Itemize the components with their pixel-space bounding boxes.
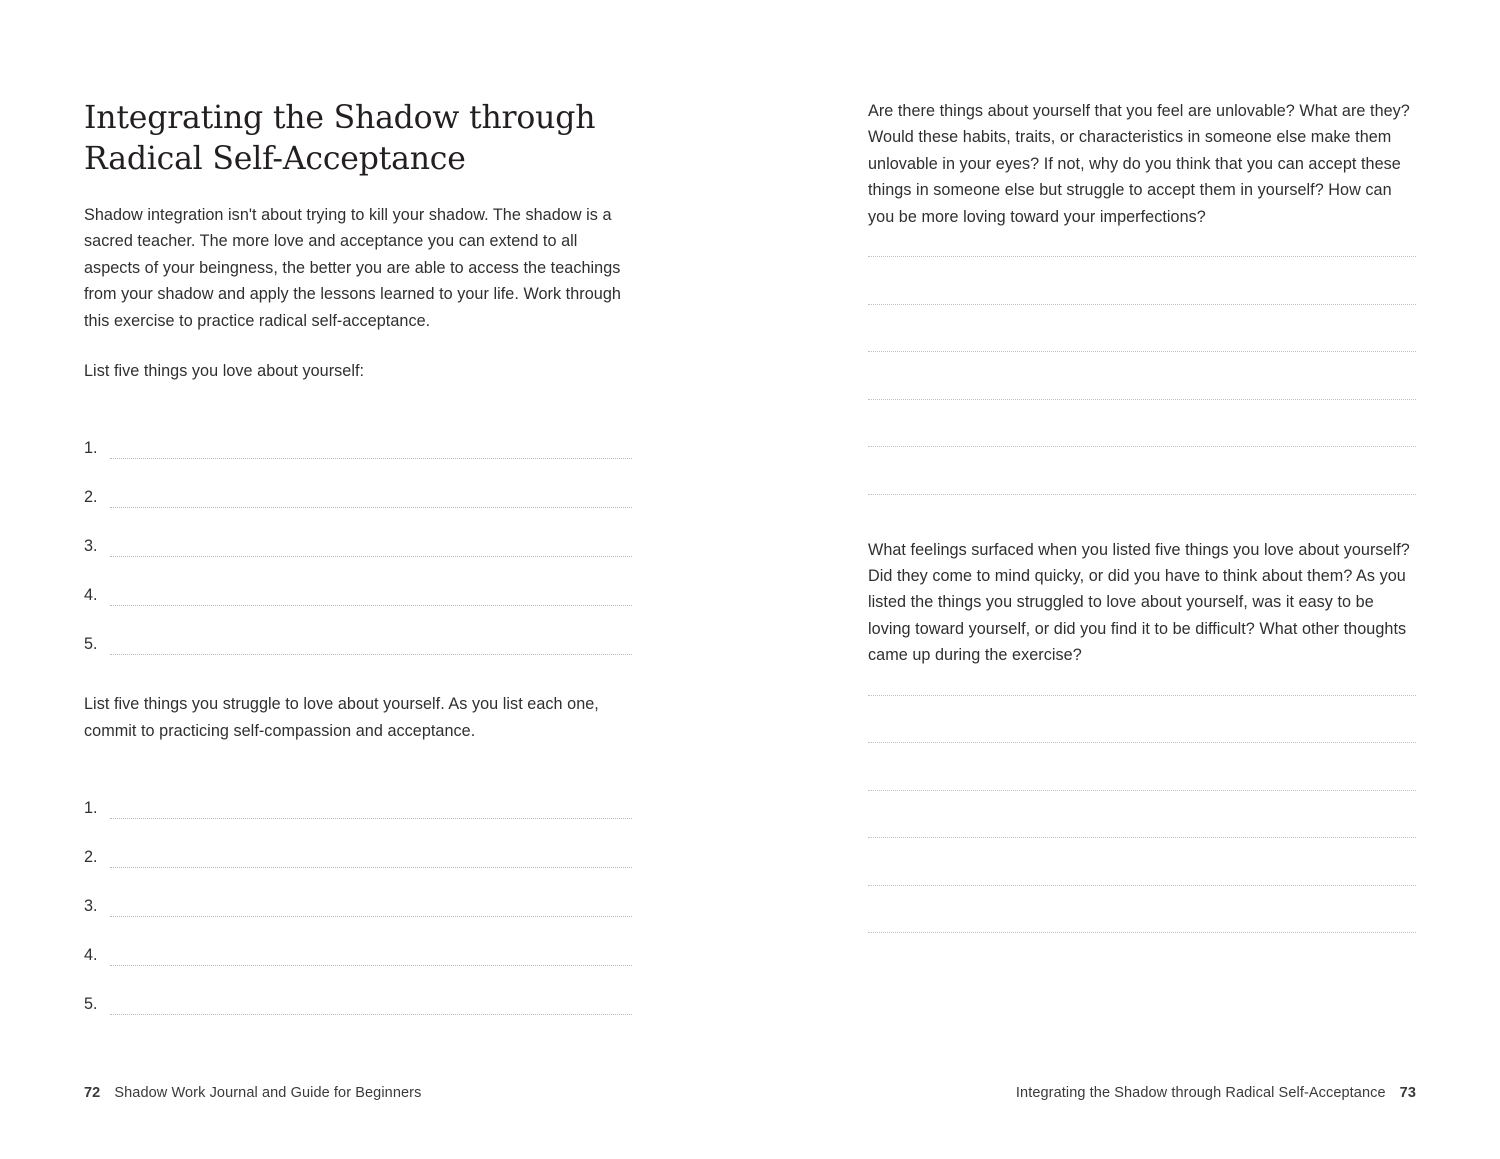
write-in-line[interactable] [110,457,632,459]
write-in-line[interactable] [868,742,1416,743]
list-item[interactable] [84,557,632,606]
numbered-answer-list-one [84,410,632,655]
write-in-line[interactable] [110,604,632,606]
write-in-line[interactable] [868,932,1416,933]
list-number: 4. [84,586,98,605]
write-in-line[interactable] [110,817,632,819]
list-item[interactable] [84,508,632,557]
write-in-line[interactable] [868,256,1416,257]
page-number: 73 [1399,1085,1416,1101]
list-item[interactable] [84,868,632,917]
write-in-line[interactable] [110,653,632,655]
write-in-line[interactable] [110,506,632,508]
list-item[interactable] [84,606,632,655]
page-number: 72 [84,1085,101,1101]
prompt-list-two: List five things you struggle to love about yourself. As you list each one, commit to practicing self-compassion and acceptance. [84,695,599,740]
list-number: 5. [84,994,98,1013]
list-item[interactable] [84,966,632,1015]
write-in-line[interactable] [868,399,1416,400]
write-in-line[interactable] [868,304,1416,305]
list-number: 5. [84,635,98,654]
right-page [750,0,1500,1159]
write-in-line[interactable] [110,915,632,917]
footer-book-title: Shadow Work Journal and Guide for Beginners [114,1085,422,1101]
write-in-line[interactable] [868,837,1416,838]
section-spacer [868,495,1416,537]
write-in-line[interactable] [868,695,1416,696]
answer-lines-two [868,695,1416,934]
write-in-line[interactable] [110,866,632,868]
list-item[interactable] [84,819,632,868]
prompt-list-one: List five things you love about yourself: [84,361,365,380]
list-item[interactable] [84,917,632,966]
write-in-line[interactable] [110,964,632,966]
intro-paragraph: Shadow integration isn't about trying to kill your shadow. The shadow is a sacred teacher. The more love and acceptance you can extend to all aspects of your beingness, the better you are able to access the teachings from your shadow and apply the lessons learned to your life. Work through this exercise to practice radical self-acceptance. [84,205,621,330]
answer-lines-one [868,256,1416,495]
list-number: 1. [84,439,98,458]
list-number: 2. [84,847,98,866]
prompt-unlovable-traits: Are there things about yourself that you feel are unlovable? What are they? Would these habits, traits, or characteristics in someone else make them unlovable in your eyes? If not, why do you think that you can accept these things in someone else but struggle to accept them in yourself? How can you be more loving toward your imperfections? [868,102,1410,226]
footer-chapter-title: Integrating the Shadow through Radical Self-Acceptance [1015,1085,1386,1101]
write-in-line[interactable] [110,555,632,557]
list-number: 3. [84,537,98,556]
write-in-line[interactable] [868,790,1416,791]
write-in-line[interactable] [868,351,1416,352]
write-in-line[interactable] [110,1013,632,1015]
footer-right [1016,1085,1416,1101]
list-item[interactable] [84,410,632,459]
footer-left [84,1085,421,1101]
list-item[interactable] [84,770,632,819]
list-number: 1. [84,798,98,817]
page-title: Integrating the Shadow through Radical Self-Acceptance [84,100,596,177]
write-in-line[interactable] [868,885,1416,886]
list-number: 3. [84,896,98,915]
list-number: 4. [84,945,98,964]
list-number: 2. [84,488,98,507]
prompt-feelings-surfaced: What feelings surfaced when you listed five things you love about yourself? Did they come to mind quicky, or did you have to think about them? As you listed the things you struggled to love about yourself, was it easy to be loving toward yourself, or did you find it to be difficult? What other thoughts came up during the exercise? [868,540,1410,665]
list-item[interactable] [84,459,632,508]
numbered-answer-list-two [84,770,632,1015]
write-in-line[interactable] [868,446,1416,447]
